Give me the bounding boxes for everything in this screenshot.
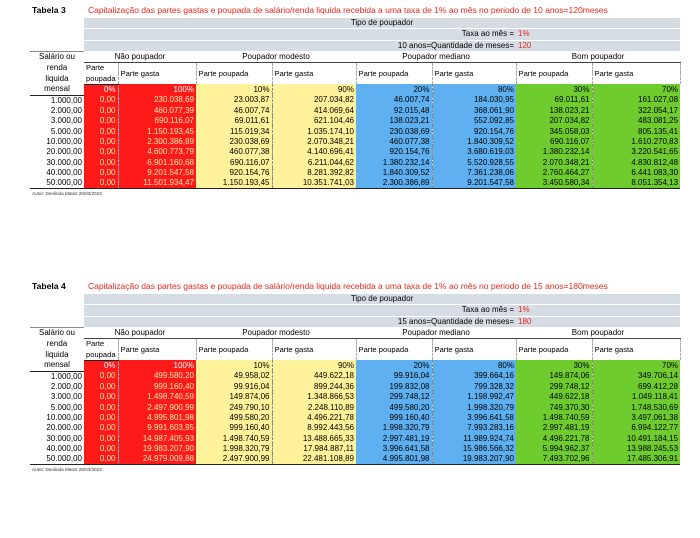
sub-parte-gasta: Parte gasta <box>272 339 356 361</box>
value-cell: 249.790,10 <box>196 402 272 412</box>
value-cell: 4.995.801,98 <box>118 413 196 423</box>
value-cell: 483.081,25 <box>592 116 680 126</box>
salary-cell: 2.000,00 <box>30 106 84 116</box>
salary-cell: 10.000,00 <box>30 413 84 423</box>
periodo-label: 10 anos=Quantidade de meses= <box>84 40 516 51</box>
author-note: Autor: Deolinda Matos 29/03/2023 <box>32 467 102 473</box>
table-caption <box>30 280 685 294</box>
value-cell: 19.983.207,90 <box>118 444 196 454</box>
value-cell: 299.748,12 <box>516 382 592 392</box>
sub-parte-poupada: Parte poupada <box>356 339 432 361</box>
pct-cell: 20% <box>356 84 432 95</box>
value-cell: 1.998.320,79 <box>432 402 516 412</box>
value-cell: 1.498.740,59 <box>118 392 196 402</box>
sub-parte-poupada: Parte poupada <box>356 63 432 85</box>
pct-cell: 90% <box>272 360 356 371</box>
pct-cell: 80% <box>432 84 516 95</box>
salary-cell: 40.000,00 <box>30 444 84 454</box>
table-row <box>30 413 680 423</box>
value-cell: 5.994.962,37 <box>516 444 592 454</box>
value-cell: 1.998.320,79 <box>356 423 432 433</box>
value-cell: 13.988.245,53 <box>592 444 680 454</box>
value-cell: 0,00 <box>84 392 118 402</box>
value-cell: 0,00 <box>84 106 118 116</box>
sub-parte-gasta: Parte gasta <box>432 339 516 361</box>
value-cell: 899.244,36 <box>272 382 356 392</box>
value-cell: 9.991.603,95 <box>118 423 196 433</box>
group-bom-poupador: Bom poupador <box>516 327 680 338</box>
value-cell: 1.150.193,45 <box>118 126 196 136</box>
salary-cell: 30.000,00 <box>30 157 84 167</box>
pct-cell: 70% <box>592 84 680 95</box>
table-caption <box>30 4 685 18</box>
value-cell: 3.450.580,34 <box>516 178 592 189</box>
value-cell: 199.832,08 <box>356 382 432 392</box>
value-cell: 11.989.924,74 <box>432 433 516 443</box>
value-cell: 499.580,20 <box>118 371 196 382</box>
value-cell: 399.664,16 <box>432 371 516 382</box>
value-cell: 8.281.392,82 <box>272 168 356 178</box>
value-cell: 2.300.386,89 <box>356 178 432 189</box>
row-label-salario: Salário ou <box>30 327 84 338</box>
value-cell: 460.077,39 <box>118 106 196 116</box>
value-cell: 3.220.541,65 <box>592 147 680 157</box>
value-cell: 1.840.309,52 <box>432 137 516 147</box>
row-label-liquida: liquida <box>30 349 84 360</box>
row-label-salario: Salário ou <box>30 51 84 62</box>
value-cell: 1.498.740,59 <box>196 433 272 443</box>
table-3-block <box>30 4 685 196</box>
group-poupador-modesto: Poupador modesto <box>196 327 356 338</box>
value-cell: 6.994.122,77 <box>592 423 680 433</box>
value-cell: 349.706,14 <box>592 371 680 382</box>
salary-cell: 1.000,00 <box>30 95 84 106</box>
value-cell: 1.498.740,59 <box>516 413 592 423</box>
table-row <box>30 392 680 402</box>
value-cell: 19.983.207,90 <box>432 454 516 465</box>
value-cell: 0,00 <box>84 371 118 382</box>
sub-poupada: poupada <box>84 349 118 360</box>
value-cell: 1.035.174,10 <box>272 126 356 136</box>
value-cell: 499.580,20 <box>196 413 272 423</box>
value-cell: 449.622,18 <box>272 371 356 382</box>
table-name: Tabela 4 <box>32 281 66 291</box>
value-cell: 0,00 <box>84 433 118 443</box>
pct-cell: 30% <box>516 84 592 95</box>
periodo-value: 180 <box>516 316 680 327</box>
value-cell: 552.092,85 <box>432 116 516 126</box>
value-cell: 920.154,76 <box>196 168 272 178</box>
sub-parte-gasta: Parte gasta <box>592 63 680 85</box>
sub-parte-poupada: Parte poupada <box>196 339 272 361</box>
value-cell: 1.150.193,45 <box>196 178 272 189</box>
value-cell: 92.015,48 <box>356 106 432 116</box>
value-cell: 3.497.061,38 <box>592 413 680 423</box>
table-row <box>30 178 680 189</box>
value-cell: 345.058,03 <box>516 126 592 136</box>
value-cell: 460.077,38 <box>196 147 272 157</box>
value-cell: 0,00 <box>84 454 118 465</box>
value-cell: 690.116,07 <box>118 116 196 126</box>
value-cell: 69.011,61 <box>516 95 592 106</box>
value-cell: 920.154,76 <box>432 126 516 136</box>
data-table <box>30 294 681 465</box>
value-cell: 1.348.866,53 <box>272 392 356 402</box>
group-poupador-modesto: Poupador modesto <box>196 51 356 62</box>
value-cell: 5.520.928,55 <box>432 157 516 167</box>
table-row <box>30 157 680 167</box>
value-cell: 7.361.238,06 <box>432 168 516 178</box>
pct-cell: 30% <box>516 360 592 371</box>
value-cell: 699.412,28 <box>592 382 680 392</box>
value-cell: 161.027,08 <box>592 95 680 106</box>
value-cell: 138.023,21 <box>356 116 432 126</box>
value-cell: 999.160,40 <box>196 423 272 433</box>
value-cell: 2.070.348,21 <box>272 137 356 147</box>
table-row <box>30 402 680 412</box>
value-cell: 207.034,82 <box>272 95 356 106</box>
value-cell: 0,00 <box>84 168 118 178</box>
periodo-label: 15 anos=Quantidade de meses= <box>84 316 516 327</box>
value-cell: 149.874,06 <box>516 371 592 382</box>
value-cell: 1.380.232,14 <box>356 157 432 167</box>
value-cell: 2.997.481,19 <box>516 423 592 433</box>
pct-cell: 80% <box>432 360 516 371</box>
pct-cell: 10% <box>196 84 272 95</box>
value-cell: 920.154,76 <box>356 147 432 157</box>
salary-cell: 20.000,00 <box>30 423 84 433</box>
value-cell: 3.996.641,58 <box>432 413 516 423</box>
value-cell: 0,00 <box>84 402 118 412</box>
header-tipo: Tipo de poupador <box>84 18 680 29</box>
value-cell: 17.485.306,91 <box>592 454 680 465</box>
value-cell: 6.211.044,62 <box>272 157 356 167</box>
value-cell: 1.998.320,79 <box>196 444 272 454</box>
sub-poupada: poupada <box>84 73 118 84</box>
value-cell: 2.300.386,89 <box>118 137 196 147</box>
taxa-value: 1% <box>516 29 680 40</box>
value-cell: 460.077,38 <box>356 137 432 147</box>
value-cell: 999.160,40 <box>118 382 196 392</box>
value-cell: 0,00 <box>84 126 118 136</box>
salary-cell: 50.000,00 <box>30 178 84 189</box>
sub-parte-gasta: Parte gasta <box>118 63 196 85</box>
value-cell: 2.997.481,19 <box>356 433 432 443</box>
group-poupador-mediano: Poupador mediano <box>356 51 516 62</box>
value-cell: 9.201.547,58 <box>118 168 196 178</box>
value-cell: 2.497.900,99 <box>196 454 272 465</box>
value-cell: 499.580,20 <box>356 402 432 412</box>
value-cell: 3.996.641,58 <box>356 444 432 454</box>
value-cell: 449.622,18 <box>516 392 592 402</box>
value-cell: 69.011,61 <box>196 116 272 126</box>
group-nao-poupador: Não poupador <box>84 327 196 338</box>
value-cell: 322.054,17 <box>592 106 680 116</box>
group-nao-poupador: Não poupador <box>84 51 196 62</box>
salary-cell: 3.000,00 <box>30 116 84 126</box>
sub-parte-gasta: Parte gasta <box>118 339 196 361</box>
row-label-renda: renda <box>30 63 84 74</box>
value-cell: 1.380.232,14 <box>516 147 592 157</box>
pct-cell: 20% <box>356 360 432 371</box>
table-row <box>30 126 680 136</box>
value-cell: 621.104,46 <box>272 116 356 126</box>
value-cell: 1.049.118,41 <box>592 392 680 402</box>
value-cell: 14.987.405,93 <box>118 433 196 443</box>
table-4-block <box>30 280 685 472</box>
value-cell: 1.840.309,52 <box>356 168 432 178</box>
header-tipo: Tipo de poupador <box>84 294 680 305</box>
value-cell: 15.986.566,32 <box>432 444 516 454</box>
row-label-liquida: liquida <box>30 73 84 84</box>
pct-cell: 0% <box>84 360 118 371</box>
sub-parte-poupada: Parte poupada <box>196 63 272 85</box>
sub-parte-gasta: Parte gasta <box>272 63 356 85</box>
value-cell: 46.007,74 <box>356 95 432 106</box>
value-cell: 49.958,02 <box>196 371 272 382</box>
value-cell: 13.488.665,33 <box>272 433 356 443</box>
value-cell: 0,00 <box>84 137 118 147</box>
value-cell: 1.198.992,47 <box>432 392 516 402</box>
data-table <box>30 18 681 189</box>
salary-cell: 5.000,00 <box>30 126 84 136</box>
value-cell: 0,00 <box>84 444 118 454</box>
table-row <box>30 423 680 433</box>
sub-parte: Parte <box>84 339 118 350</box>
value-cell: 8.992.443,56 <box>272 423 356 433</box>
pct-cell: 10% <box>196 360 272 371</box>
value-cell: 414.069,64 <box>272 106 356 116</box>
salary-cell: 3.000,00 <box>30 392 84 402</box>
value-cell: 1.748.530,69 <box>592 402 680 412</box>
salary-cell: 20.000,00 <box>30 147 84 157</box>
value-cell: 0,00 <box>84 178 118 189</box>
value-cell: 7.993.283,16 <box>432 423 516 433</box>
group-poupador-mediano: Poupador mediano <box>356 327 516 338</box>
pct-cell: 100% <box>118 360 196 371</box>
value-cell: 299.748,12 <box>356 392 432 402</box>
row-label-mensal: mensal <box>30 360 84 371</box>
value-cell: 2.070.348,21 <box>516 157 592 167</box>
pct-cell: 90% <box>272 84 356 95</box>
value-cell: 0,00 <box>84 423 118 433</box>
value-cell: 0,00 <box>84 157 118 167</box>
salary-cell: 50.000,00 <box>30 454 84 465</box>
value-cell: 149.874,06 <box>196 392 272 402</box>
value-cell: 6.441.083,30 <box>592 168 680 178</box>
value-cell: 2.760.464,27 <box>516 168 592 178</box>
value-cell: 0,00 <box>84 95 118 106</box>
value-cell: 10.491.184,15 <box>592 433 680 443</box>
value-cell: 0,00 <box>84 147 118 157</box>
row-label-mensal: mensal <box>30 84 84 95</box>
salary-cell: 1.000,00 <box>30 371 84 382</box>
pct-cell: 70% <box>592 360 680 371</box>
value-cell: 4.496.221,78 <box>516 433 592 443</box>
value-cell: 799.328,32 <box>432 382 516 392</box>
value-cell: 0,00 <box>84 413 118 423</box>
table-row <box>30 147 680 157</box>
value-cell: 9.201.547,58 <box>432 178 516 189</box>
pct-cell: 0% <box>84 84 118 95</box>
value-cell: 2.497.900,99 <box>118 402 196 412</box>
table-title: Capitalização das partes gastas e poupada de salário/renda liquida recebida a uma taxa de 1% ao mês no periodo de 10 anos=120meses <box>88 5 608 15</box>
value-cell: 24.979.009,88 <box>118 454 196 465</box>
salary-cell: 40.000,00 <box>30 168 84 178</box>
value-cell: 99.916,04 <box>356 371 432 382</box>
value-cell: 3.680.619,03 <box>432 147 516 157</box>
sub-parte-gasta: Parte gasta <box>432 63 516 85</box>
author-note: Autor: Deolinda Matos 29/03/2023 <box>32 191 102 197</box>
value-cell: 230.038,69 <box>356 126 432 136</box>
value-cell: 0,00 <box>84 116 118 126</box>
value-cell: 46.007,74 <box>196 106 272 116</box>
salary-cell: 2.000,00 <box>30 382 84 392</box>
periodo-value: 120 <box>516 40 680 51</box>
value-cell: 999.160,40 <box>356 413 432 423</box>
sub-parte: Parte <box>84 63 118 74</box>
value-cell: 184.030,95 <box>432 95 516 106</box>
value-cell: 10.351.741,03 <box>272 178 356 189</box>
sub-parte-poupada: Parte poupada <box>516 339 592 361</box>
value-cell: 4.830.812,48 <box>592 157 680 167</box>
taxa-value: 1% <box>516 305 680 316</box>
value-cell: 749.370,30 <box>516 402 592 412</box>
table-row <box>30 137 680 147</box>
taxa-label: Taxa ao mês = <box>84 29 516 40</box>
table-row <box>30 433 680 443</box>
value-cell: 4.995.801,98 <box>356 454 432 465</box>
value-cell: 99.916,04 <box>196 382 272 392</box>
salary-cell: 10.000,00 <box>30 137 84 147</box>
sub-parte-gasta: Parte gasta <box>592 339 680 361</box>
value-cell: 7.493.702,96 <box>516 454 592 465</box>
table-row <box>30 454 680 465</box>
value-cell: 230.038,69 <box>196 137 272 147</box>
sub-parte-poupada: Parte poupada <box>516 63 592 85</box>
table-row <box>30 116 680 126</box>
table-row <box>30 106 680 116</box>
value-cell: 23.003,87 <box>196 95 272 106</box>
value-cell: 4.140.696,41 <box>272 147 356 157</box>
value-cell: 11.501.934,47 <box>118 178 196 189</box>
taxa-label: Taxa ao mês = <box>84 305 516 316</box>
row-label-renda: renda <box>30 339 84 350</box>
value-cell: 230.038,69 <box>118 95 196 106</box>
salary-cell: 5.000,00 <box>30 402 84 412</box>
table-title: Capitalização das partes gastas e poupada de salário/renda liquida recebida a uma taxa de 1% ao mês no periodo de 15 anos=180meses <box>88 281 608 291</box>
value-cell: 6.901.160,68 <box>118 157 196 167</box>
value-cell: 690.116,07 <box>196 157 272 167</box>
table-row <box>30 168 680 178</box>
table-row <box>30 382 680 392</box>
value-cell: 138.023,21 <box>516 106 592 116</box>
value-cell: 805.135,41 <box>592 126 680 136</box>
value-cell: 22.481.108,89 <box>272 454 356 465</box>
value-cell: 1.610.270,83 <box>592 137 680 147</box>
value-cell: 690.116,07 <box>516 137 592 147</box>
table-row <box>30 95 680 106</box>
value-cell: 368.061,90 <box>432 106 516 116</box>
value-cell: 0,00 <box>84 382 118 392</box>
value-cell: 17.984.887,11 <box>272 444 356 454</box>
group-bom-poupador: Bom poupador <box>516 51 680 62</box>
table-row <box>30 444 680 454</box>
value-cell: 2.248.110,89 <box>272 402 356 412</box>
value-cell: 4.600.773,79 <box>118 147 196 157</box>
table-name: Tabela 3 <box>32 5 66 15</box>
pct-cell: 100% <box>118 84 196 95</box>
value-cell: 115.019,34 <box>196 126 272 136</box>
value-cell: 8.051.354,13 <box>592 178 680 189</box>
value-cell: 4.496.221,78 <box>272 413 356 423</box>
salary-cell: 30.000,00 <box>30 433 84 443</box>
table-row <box>30 371 680 382</box>
value-cell: 207.034,82 <box>516 116 592 126</box>
